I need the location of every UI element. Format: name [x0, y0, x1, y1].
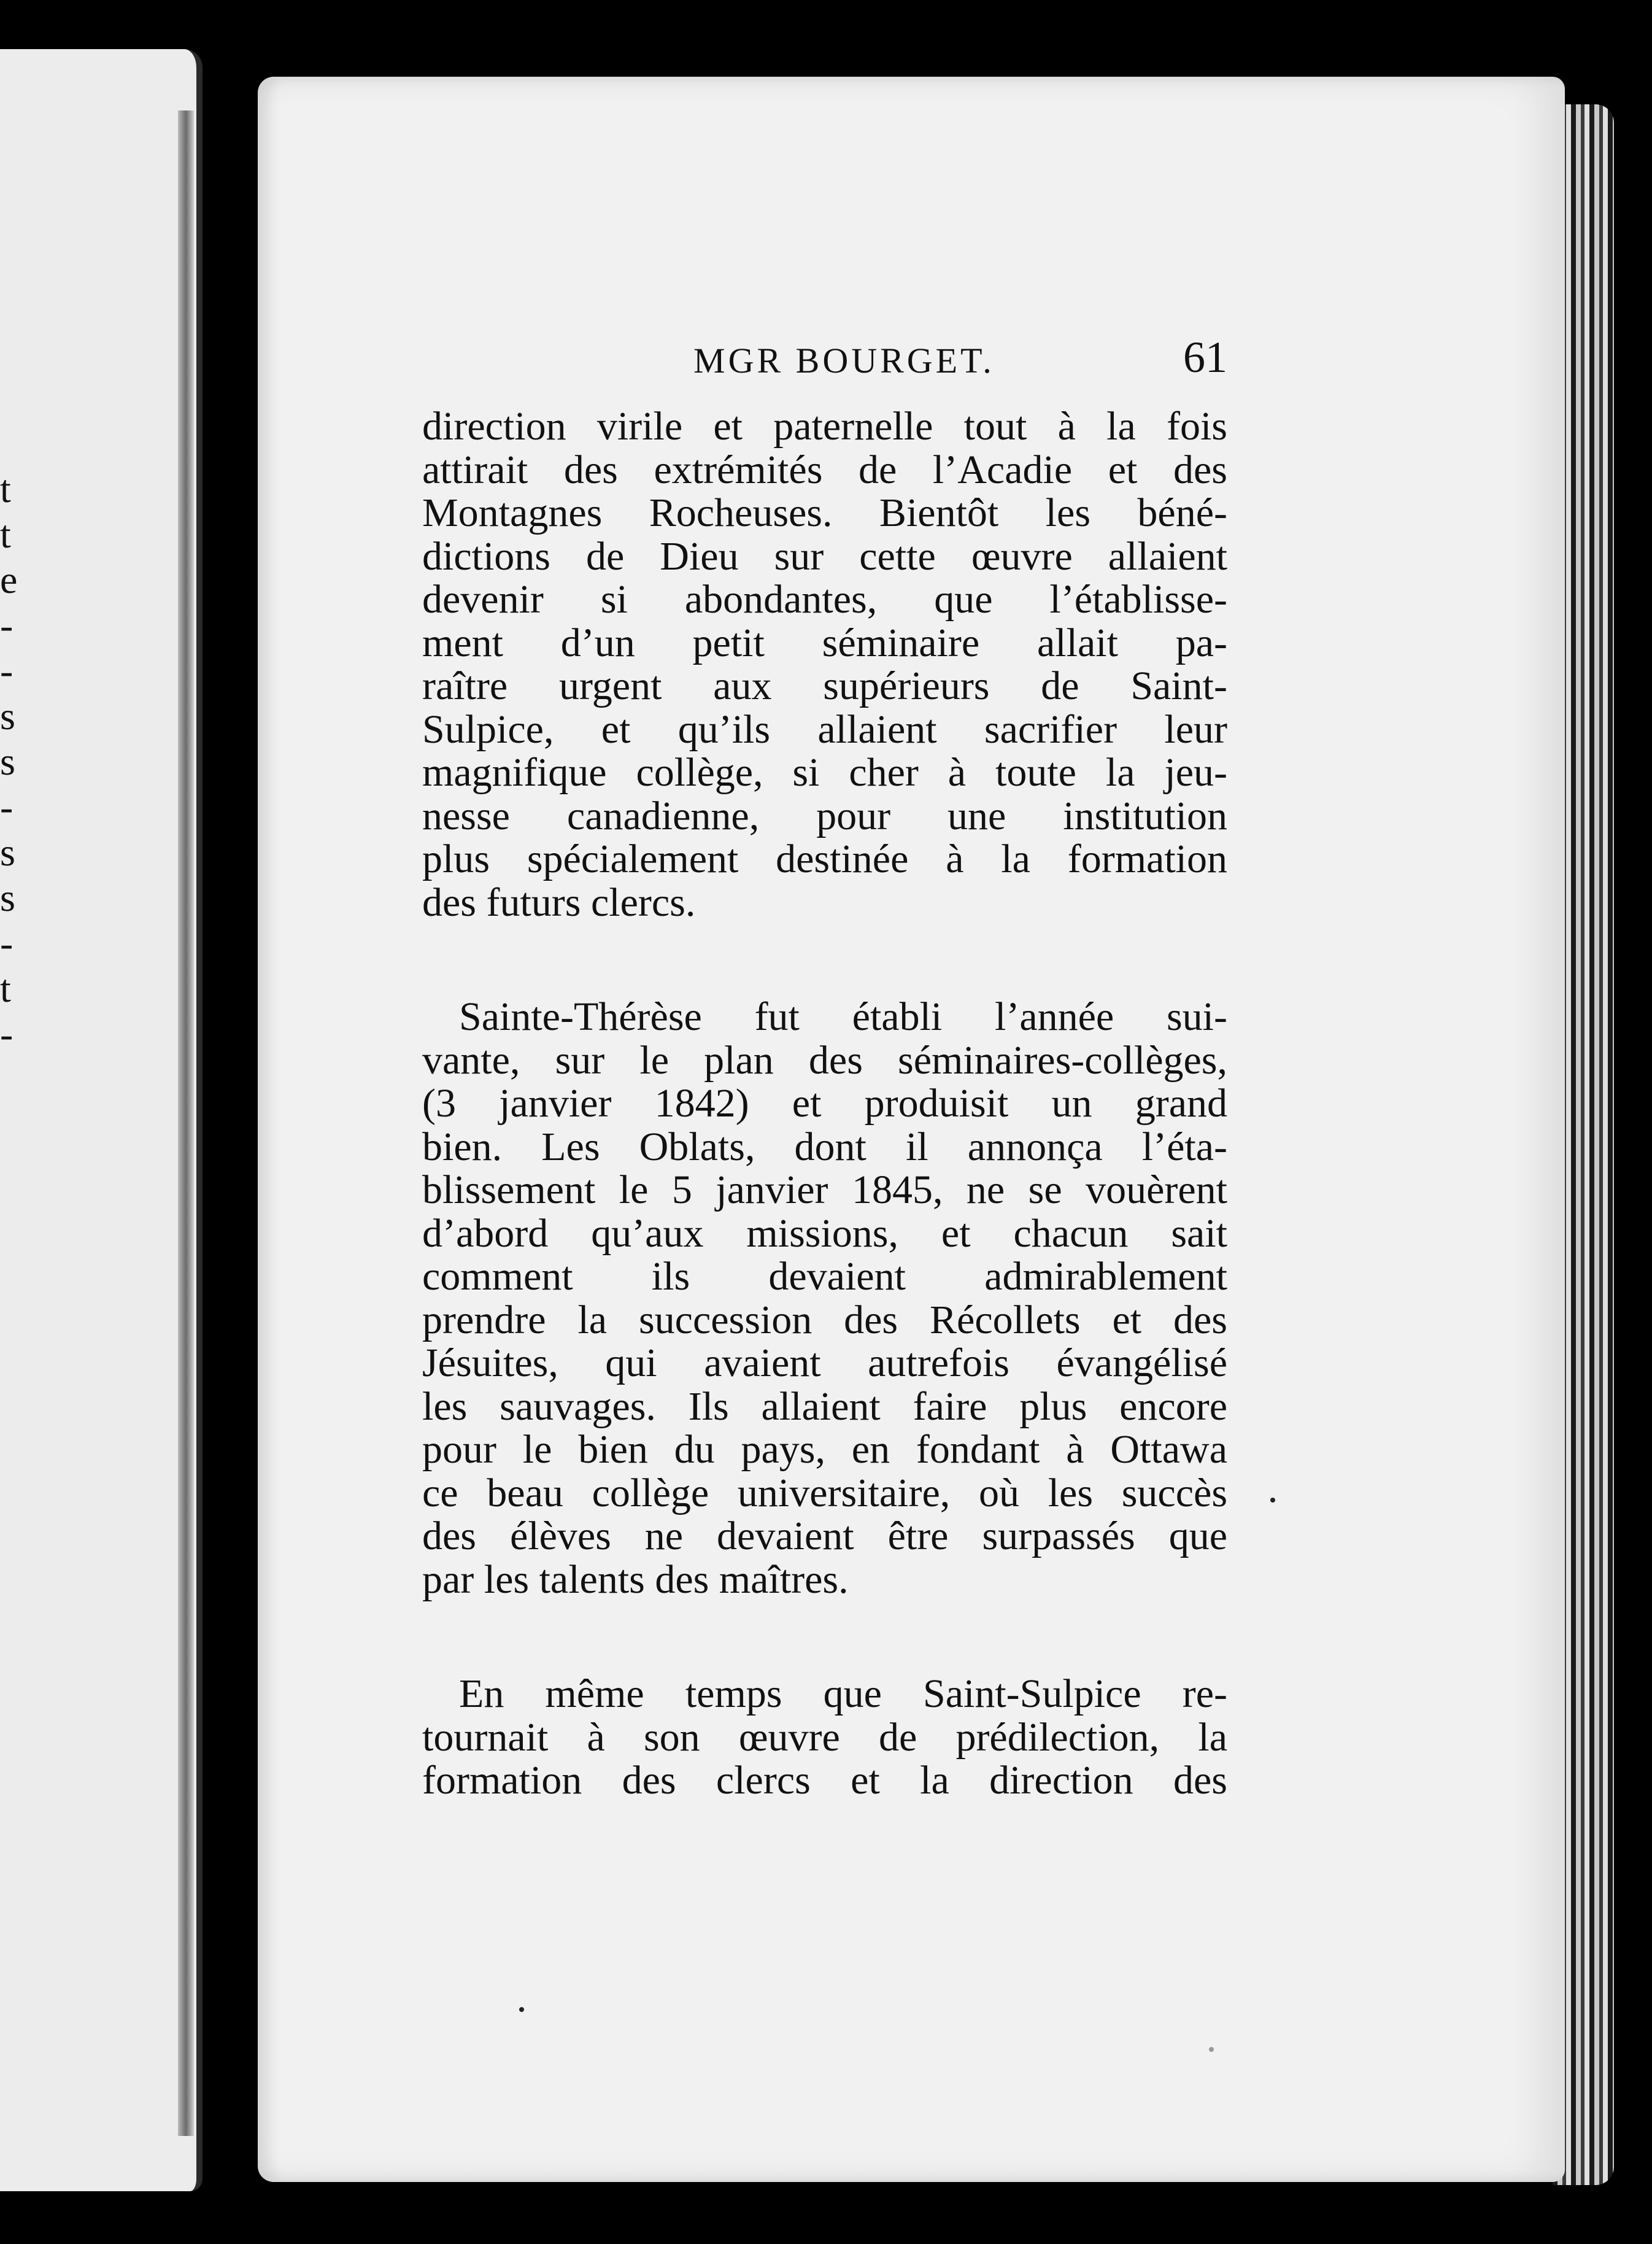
paragraph — [422, 1673, 1227, 1803]
text-line: formation des clercs et la direction des — [422, 1758, 1227, 1803]
text-line: Montagnes Rocheuses. Bientôt les béné- — [422, 490, 1227, 535]
left-fragment: t — [0, 467, 11, 511]
text-line: Jésuites, qui avaient autrefois évangélisé — [422, 1341, 1227, 1385]
paragraph-gap — [422, 1601, 1227, 1673]
left-fragment: - — [0, 1012, 14, 1056]
text-line: (3 janvier 1842) et produisit un grand — [422, 1081, 1227, 1126]
text-line: d’abord qu’aux missions, et chacun sait — [422, 1210, 1227, 1256]
text-line: dictions de Dieu sur cette œuvre allaient — [422, 533, 1227, 579]
text-line: direction virile et paternelle tout à la fois — [422, 404, 1227, 449]
text-line: tournait à son œuvre de prédilection, la — [422, 1714, 1227, 1760]
left-fragment: - — [0, 649, 14, 692]
text-line: Sainte-Thérèse fut établi l’année sui- — [459, 994, 1227, 1039]
text-line: magnifique collège, si cher à toute la jeu- — [422, 750, 1227, 795]
left-fragment: s — [0, 694, 15, 738]
text-line: devenir si abondantes, que l’établisse- — [422, 577, 1227, 622]
paper-speck — [1270, 1498, 1275, 1503]
text-line: raître urgent aux supérieurs de Saint- — [422, 664, 1227, 708]
running-title: MGR BOURGET. — [693, 341, 995, 381]
text-line: ce beau collège universitaire, où les succès — [422, 1470, 1227, 1515]
left-fragment: s — [0, 740, 15, 783]
paragraph-gap — [422, 924, 1227, 996]
body-text — [422, 405, 1227, 1803]
left-fragment: e — [0, 558, 18, 602]
left-fragment: t — [0, 513, 11, 556]
left-fragment: s — [0, 830, 15, 874]
paper-speck — [1209, 2047, 1214, 2052]
text-line: comment ils devaient admirablement — [422, 1254, 1227, 1299]
text-line: nesse canadienne, pour une institution — [422, 793, 1227, 838]
text-line: des futurs clercs. — [422, 880, 696, 925]
text-line: pour le bien du pays, en fondant à Ottawa — [422, 1427, 1227, 1472]
text-line: vante, sur le plan des séminaires-collèges, — [422, 1037, 1227, 1083]
text-line: En même temps que Saint-Sulpice re- — [459, 1671, 1227, 1716]
text-line: Sulpice, et qu’ils allaient sacrifier leur — [422, 706, 1227, 752]
left-fragment: - — [0, 785, 14, 829]
text-line: par les talents des maîtres. — [422, 1557, 849, 1602]
paragraph — [422, 405, 1227, 924]
left-page-gutter — [178, 110, 194, 2136]
left-fragment: s — [0, 876, 15, 919]
paragraph — [422, 996, 1227, 1601]
page-number: 61 — [1183, 333, 1227, 382]
text-line: attirait des extrémités de l’Acadie et des — [422, 447, 1227, 492]
text-line: blissement le 5 janvier 1845, ne se vouèrent — [422, 1167, 1227, 1212]
running-header — [430, 333, 1227, 385]
text-line: des élèves ne devaient être surpassés que — [422, 1514, 1227, 1558]
paper-speck — [519, 2007, 524, 2012]
text-line: prendre la succession des Récollets et des — [422, 1297, 1227, 1342]
text-line: ment d’un petit séminaire allait pa- — [422, 620, 1227, 665]
text-line: les sauvages. Ils allaient faire plus encore — [422, 1383, 1227, 1429]
left-fragment: - — [0, 603, 14, 647]
left-fragment: - — [0, 921, 14, 965]
text-line: plus spécialement destinée à la formation — [422, 837, 1227, 881]
left-page-edge — [0, 49, 203, 2191]
text-line: bien. Les Oblats, dont il annonça l’éta- — [422, 1124, 1227, 1169]
left-page-text-fragments — [0, 466, 25, 1057]
left-fragment: t — [0, 967, 11, 1010]
